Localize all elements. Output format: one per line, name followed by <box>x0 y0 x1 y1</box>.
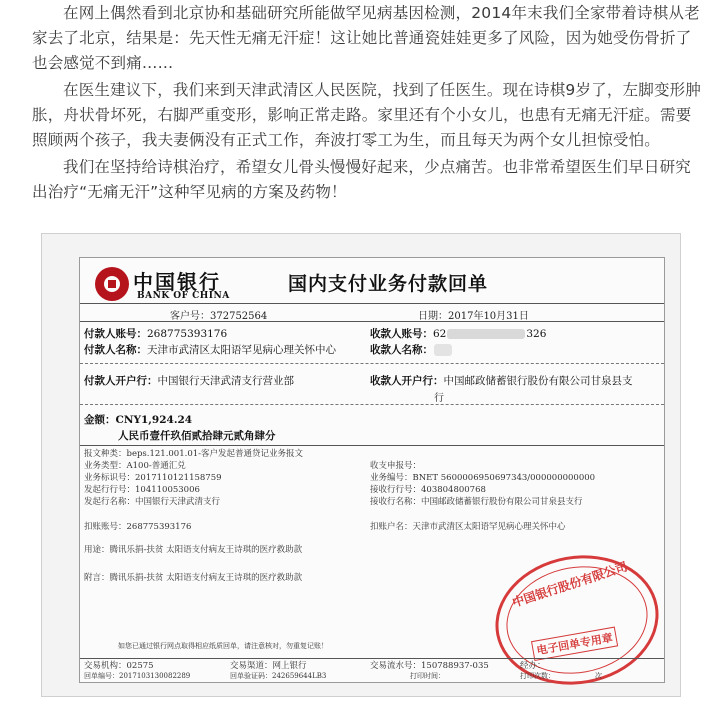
payee-account-suffix: 326 <box>526 328 547 340</box>
detail-receiving-bank-no: 接收行行号：403804800768 <box>370 485 486 495</box>
bank-name-en: BANK OF CHINA <box>137 291 230 301</box>
payee-account-label: 收款人账号： <box>370 328 433 340</box>
payer-bank <box>84 373 294 388</box>
date-value: 2017年10月31日 <box>448 311 529 322</box>
amount-in-words: 人民币壹仟玖佰贰拾肆元贰角肆分 <box>118 430 276 442</box>
purpose-label: 用途： <box>84 545 110 555</box>
debit-account-label: 扣账账号： <box>84 522 127 532</box>
detail-message-type: 报文种类：beps.121.001.01-客户发起普通贷记业务报文 <box>84 449 304 459</box>
details-left <box>84 448 303 508</box>
receipt-date <box>418 307 529 322</box>
debit-account <box>84 521 191 533</box>
payee-name-label: 收款人名称： <box>370 344 433 356</box>
verify-code-value: 242659644LB3 <box>272 672 327 680</box>
payer-account-value: 268775393176 <box>147 328 228 340</box>
redacted-name <box>434 344 452 356</box>
verify-code <box>230 671 326 681</box>
payment-receipt <box>79 257 665 683</box>
print-time: 打印时间： <box>410 672 445 680</box>
bank-of-china-icon <box>95 267 129 301</box>
handler: 经办： <box>520 661 546 671</box>
debit-name-label: 扣账户名： <box>370 522 413 532</box>
bank-logo <box>95 266 245 306</box>
detail-receiving-bank-name: 接收行名称：中国邮政储蓄银行股份有限公司甘泉县支行 <box>370 497 583 507</box>
detail-originating-bank-name: 发起行名称：中国银行天津武清支行 <box>84 497 221 507</box>
payer-account <box>84 326 227 341</box>
payee-bank <box>370 373 633 388</box>
customer-no-label: 客户号： <box>170 311 210 322</box>
receipt-no-value: 2017103130082289 <box>119 672 191 680</box>
debit-name <box>370 521 566 533</box>
postscript-label: 附言： <box>84 573 110 583</box>
paragraph-hope: 我们在坚持给诗棋治疗，希望女儿骨头慢慢好起来，少点痛苦。也非常希望医生们早日研究出治疗“无痛无汗”这种罕见病的方案及药物！ <box>32 158 692 201</box>
receipt-title: 国内支付业务付款回单 <box>288 273 489 295</box>
print-count-label: 打印次数： <box>520 672 555 680</box>
customer-no <box>170 307 267 322</box>
payee-bank-label: 收款人开户行： <box>370 375 444 387</box>
payee-account <box>370 326 546 341</box>
receipt-no <box>84 671 190 681</box>
postscript-value: 腾讯乐捐-扶贫 太阳语支付病友王诗琪的医疗救助款 <box>109 573 303 583</box>
debit-account-value: 268775393176 <box>126 522 192 532</box>
paragraph-treatment: 在医生建议下，我们来到天津武清区人民医院，找到了任医生。现在诗棋9岁了，左脚变形肿胀，舟状骨坏死，右脚严重变形，影响正常走路。家里还有个小女儿，也患有无痛无汗症。需要照顾两个孩子，我夫妻俩没有正式工作，奔波打零工为生，而且每天为两个女儿担惊受怕。 <box>32 81 702 149</box>
amount-label: 金额： <box>84 414 116 426</box>
payer-bank-label: 付款人开户行： <box>84 375 158 387</box>
receipt-image-frame <box>41 233 681 697</box>
seal-bank-name: 中国银行股份有限公司 <box>510 559 630 610</box>
divider <box>80 321 664 322</box>
details-right <box>370 460 595 508</box>
payee-account-prefix: 62 <box>433 328 447 340</box>
payer-bank-value: 中国银行天津武清支行营业部 <box>157 375 294 387</box>
divider <box>80 404 664 405</box>
trans-org-value: 02575 <box>126 661 154 671</box>
divider <box>80 363 664 364</box>
print-count-suffix: 次 <box>595 672 602 680</box>
amount-value: CNY1,924.24 <box>115 414 193 426</box>
serial-value: 150788937-035 <box>421 661 489 671</box>
seal-purpose: 电子回单专用章 <box>531 627 618 661</box>
detail-business-id: 业务标识号：2017110121158759 <box>84 473 222 483</box>
payer-name-label: 付款人名称： <box>84 344 147 356</box>
print-count <box>520 671 602 681</box>
divider <box>80 303 664 304</box>
payee-bank-value: 中国邮政储蓄银行股份有限公司甘泉县支 <box>443 375 633 387</box>
detail-business-no: 业务编号：BNET 5600006950697343/000000000000 <box>370 473 596 483</box>
duplicate-notice: 如您已通过银行网点取得相应纸质回单，请注意核对，勿重复记账！ <box>118 642 328 650</box>
channel-label: 交易渠道： <box>230 661 273 671</box>
payer-name-value: 天津市武清区太阳语罕见病心理关怀中心 <box>147 344 336 356</box>
date-label: 日期： <box>418 311 448 322</box>
purpose <box>84 544 302 556</box>
divider <box>80 658 664 659</box>
payer-name <box>84 342 336 357</box>
postscript <box>84 572 302 584</box>
detail-declaration-no: 收支申报号： <box>370 461 422 471</box>
paragraph-diagnosis: 在网上偶然看到北京协和基础研究所能做罕见病基因检测，2014年末我们全家带着诗棋从老家去了北京，结果是：先天性无痛无汗症！这让她比普通瓷娃娃更多了风险，因为她受伤骨折了也会感觉不到痛…… <box>32 4 700 72</box>
receipt-no-label: 回单编号： <box>84 672 119 680</box>
payee-name <box>370 342 453 357</box>
purpose-value: 腾讯乐捐-扶贫 太阳语支付病友王诗琪的医疗救助款 <box>109 545 303 555</box>
redacted-account <box>447 329 525 339</box>
article-text <box>32 0 704 207</box>
bank-name-cn: 中国银行 <box>133 270 221 294</box>
channel-value: 网上银行 <box>272 661 307 671</box>
trans-org-label: 交易机构： <box>84 661 127 671</box>
payer-account-label: 付款人账号： <box>84 328 147 340</box>
detail-business-type: 业务类型：A100-普通汇兑 <box>84 461 186 471</box>
serial-label: 交易流水号： <box>370 661 422 671</box>
debit-name-value: 天津市武清区太阳语罕见病心理关怀中心 <box>412 522 566 532</box>
payee-bank-line2: 行 <box>434 393 444 404</box>
customer-no-value: 372752564 <box>210 311 268 322</box>
detail-originating-bank-no: 发起行行号：104110053006 <box>84 485 200 495</box>
amount <box>84 412 192 427</box>
verify-code-label: 回单验证码： <box>230 672 272 680</box>
divider <box>80 445 664 446</box>
